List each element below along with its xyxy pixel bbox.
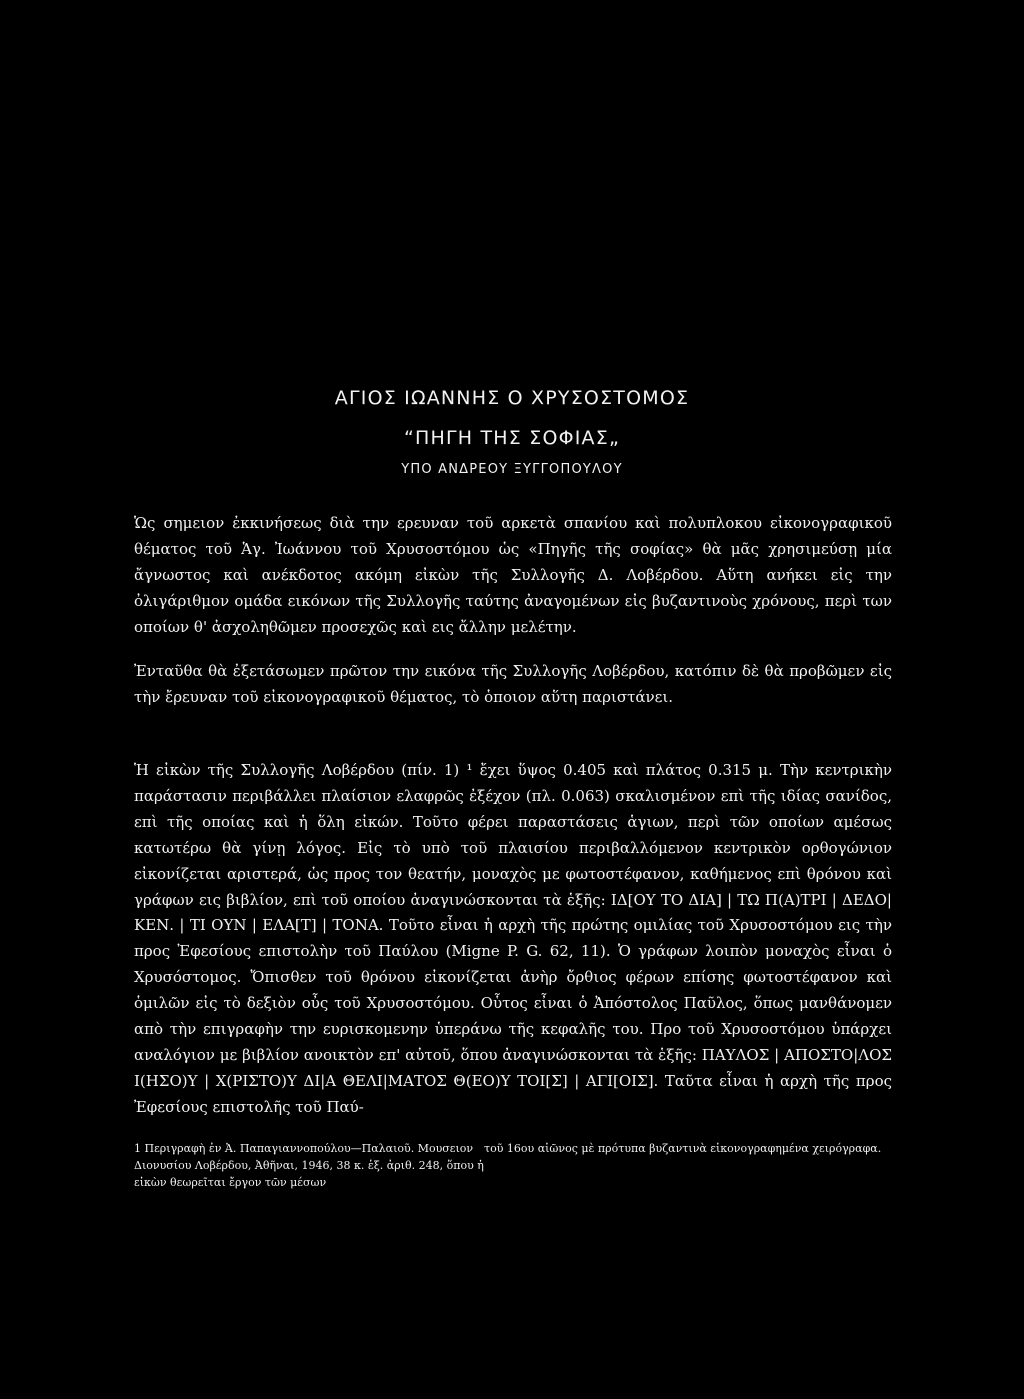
paragraph-2-text: Ἐνταῦθα θὰ ἐξετάσωμεν πρῶτον την εικόνα τῆς Συλλογῆς Λοβέρδου, κατόπιν δὲ θὰ προβῶμεν εἰς τὴν ἔρευναν τοῦ εἰκονογραφικοῦ θέματος, τὸ ὁποιον αὕτη παριστάνει.: [134, 662, 892, 706]
footnote-left: 1 Περιγραφὴ ἐν Ἀ. Παπαγιαννοπούλου—Παλαιοῦ. Μουσειον Διονυσίου Λοβέρδου, Ἀθῆναι, 1946, 38 κ. ἑξ. ἀριθ. 248, ὅπου ἡ εἰκὼν θεωρεῖται ἔργον τῶν μέσων: [134, 1142, 484, 1189]
page-title: ΑΓΙΟΣ ΙΩΑΝΝΗΣ Ο ΧΡΥΣΟΣΤΟΜΟΣ: [334, 387, 690, 409]
paragraph-3-text: Ἡ εἰκὼν τῆς Συλλογῆς Λοβέρδου (πίν. 1) ¹ ἔχει ὕψος 0.405 καὶ πλάτος 0.315 μ. Τὴν κεντρικὴν παράστασιν περιβάλλει πλαίσιον ελαφρῶς ἐξέχον (πλ. 0.063) σκαλισμένον επὶ τῆς ιδίας σανίδος, επὶ τῆς οποίας καὶ ἡ ὅλη εἰκών. Τοῦτο φέρει παραστάσεις ἁγιων, περὶ τῶν οποίων αμέσως κατωτέρω θὰ γίνῃ λόγος. Εἰς τὸ υπὸ τοῦ πλαισίου περιβαλλόμενον κεντρικὸν ορθογώνιον εἰκονίζεται αριστερά, ὡς προς τον θεατήν, μοναχὸς με φωτοστέφανον, καθήμενος επὶ θρόνου καὶ γράφων εις βιβλίον, επὶ τοῦ οποίου ἀναγινώσκονται τὰ ἑξῆς: ΙΔ[ΟΥ ΤΟ ΔΙΑ] | ΤΩ Π(Α)ΤΡΙ | ΔΕΔΟ|ΚΕΝ. | ΤΙ ΟΥΝ | ΕΛΑ[Τ] | ΤΟΝΑ. Τοῦτο εἶναι ἡ αρχὴ τῆς πρώτης ομιλίας τοῦ Χρυσοστόμου εις τὴν προς Ἐφεσίους επιστολὴν τοῦ Παύλου (Migne P. G. 62, 11). Ὁ γράφων λοιπὸν μοναχὸς εἶναι ὁ Χρυσόστομος. Ὄπισθεν τοῦ θρόνου εἰκονίζεται ἀνὴρ ὄρθιος φέρων επίσης φωτοστέφανον καὶ ὁμιλῶν εἰς τὸ δεξιὸν οὖς τοῦ Χρυσοστόμου. Οὗτος εἶναι ὁ Ἀπόστολος Παῦλος, ὅπως μανθάνομεν απὸ τὴν επιγραφὴν την ευρισκομενην ὑπεράνω τῆς κεφαλῆς του. Προ τοῦ Χρυσοστόμου ὑπάρχει αναλόγιον με βιβλίον ανοικτὸν επ' αὐτοῦ, ὅπου ἀναγινώσκονται τὰ ἑξῆς: ΠΑΥΛΟΣ | ΑΠΟΣΤΟ|ΛΟΣ Ι(ΗΣΟ)Υ | Χ(ΡΙΣΤΟ)Υ ΔΙ|Α ΘΕΛΙ|ΜΑΤΟΣ Θ(ΕΟ)Υ ΤΟΙ[Σ] | ΑΓΙ[ΟΙΣ]. Ταῦτα εἶναι ἡ αρχὴ τῆς προς Ἐφεσίους επιστολῆς τοῦ Παύ-: [134, 761, 892, 1116]
page-subtitle: “ΠΗΓΗ ΤΗΣ ΣΟΦΙΑΣ„: [403, 427, 621, 449]
paragraph-3: [134, 758, 892, 1121]
footnote-right: τοῦ 16ου αἰῶνος μὲ πρότυπα βυζαντινὰ εἰκονογραφημένα χειρόγραφα.: [484, 1142, 882, 1155]
paragraph-2: [134, 659, 892, 711]
paragraph-1: [134, 511, 892, 641]
paragraph-1-text: Ὡς σημειον ἐκκινήσεως διὰ την ερευναν τοῦ αρκετὰ σπανίου καὶ πολυπλοκου εἰκονογραφικοῦ θέματος τοῦ Ἁγ. Ἰωάννου τοῦ Χρυσοστόμου ὡς «Πηγῆς τῆς σοφίας» θὰ μᾶς χρησιμεύσῃ μία ἄγνωστος καὶ ανέκδοτος ακόμη εἰκὼν τῆς Συλλογῆς Δ. Λοβέρδου. Αὕτη ανήκει εἰς την ὀλιγάριθμον ομάδα εικόνων τῆς Συλλογῆς ταύτης ἀναγομένων εἰς βυζαντινοὺς χρόνους, περὶ των οποίων θ' ἀσχοληθῶμεν προσεχῶς καὶ εις ἄλλην μελέτην.: [134, 514, 892, 636]
author-byline: ΥΠΟ ΑΝΔΡΕΟΥ ΞΥΓΓΟΠΟΥΛΟΥ: [401, 462, 623, 477]
